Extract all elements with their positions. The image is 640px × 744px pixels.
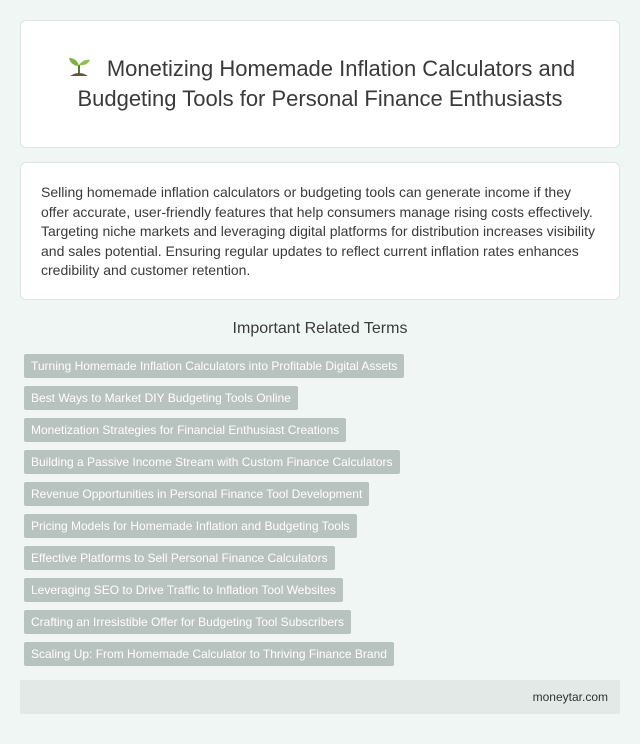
summary-card [20, 162, 620, 300]
related-term-link[interactable]: Monetization Strategies for Financial Enthusiast Creations [24, 418, 346, 442]
related-term-link[interactable]: Revenue Opportunities in Personal Finance Tool Development [24, 482, 369, 506]
related-term-link[interactable]: Turning Homemade Inflation Calculators into Profitable Digital Assets [24, 354, 404, 378]
related-term-link[interactable]: Pricing Models for Homemade Inflation and Budgeting Tools [24, 514, 357, 538]
footer-site-name: moneytar.com [532, 690, 608, 704]
related-term-link[interactable]: Scaling Up: From Homemade Calculator to Thriving Finance Brand [24, 642, 394, 666]
title-card [20, 20, 620, 148]
footer-bar [20, 680, 620, 714]
related-term-link[interactable]: Crafting an Irresistible Offer for Budgeting Tool Subscribers [24, 610, 351, 634]
page-title [61, 54, 579, 114]
related-terms-heading: Important Related Terms [232, 320, 408, 337]
related-term-link[interactable]: Leveraging SEO to Drive Traffic to Inflation Tool Websites [24, 578, 343, 602]
related-term-link[interactable]: Best Ways to Market DIY Budgeting Tools Online [24, 386, 298, 410]
related-term-link[interactable]: Building a Passive Income Stream with Custom Finance Calculators [24, 450, 400, 474]
seedling-icon [65, 54, 93, 80]
summary-text: Selling homemade inflation calculators or budgeting tools can generate income if they offer accurate, user-friendly features that help consumers manage rising costs effectively. Targeting niche markets and leveraging digital platforms for distribution increases visibility and sales potential. Ensuring regular updates to reflect current inflation rates enhances credibility and customer retention. [41, 184, 596, 278]
page-title-text: Monetizing Homemade Inflation Calculators and Budgeting Tools for Personal Finance Enthusiasts [77, 56, 576, 111]
related-term-link[interactable]: Effective Platforms to Sell Personal Finance Calculators [24, 546, 335, 570]
related-terms-list [24, 354, 620, 674]
